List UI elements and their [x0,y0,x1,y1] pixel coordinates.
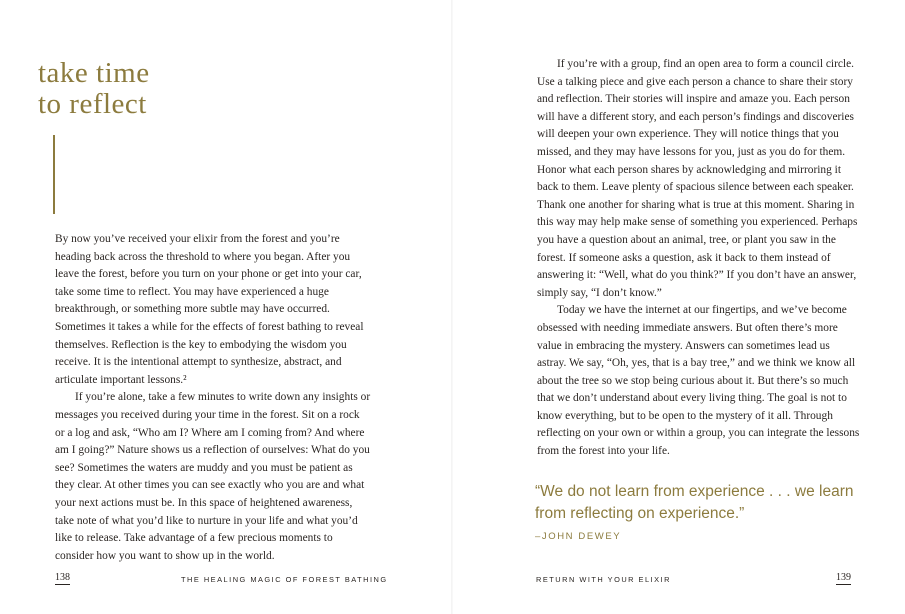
title-line-1: take time [38,57,150,89]
paragraph: If you’re alone, take a few minutes to write down any insights or messages you received during your time in the forest. Sit on a rock or a log and ask, “Who am I? Where am I coming from? And where am I going?” Nature shows us a reflection of ourselves: What do you see? Sometimes the waters are muddy and you must be patient as they clear. At other times you can see exactly who you are and what your next actions must be. In this space of heightened awareness, take note of what you’d like to nurture in your life and what you’d like to release. Take advantage of a few precious moments to consider how you want to show up in the world. [55,391,371,562]
running-head-left: THE HEALING MAGIC OF FOREST BATHING [181,575,388,584]
left-body-text [55,231,371,565]
quote-attribution: –JOHN DEWEY [535,531,622,542]
chapter-title [38,58,150,120]
left-page [0,0,452,614]
pull-quote: “We do not learn from experience . . . we learn from reflecting on experience.” [535,483,854,522]
page-number-left: 138 [55,572,70,583]
right-page [452,0,905,614]
title-vertical-rule [53,135,55,214]
page-number-right: 139 [836,572,851,583]
paragraph: By now you’ve received your elixir from the forest and you’re heading back across the threshold to where you began. After you leave the forest, before you turn on your phone or get into your car, take some time to reflect. You may have experienced a huge breakthrough, or something more subtle may have occurred. Sometimes it takes a while for the effects of forest bathing to reveal themselves. Reflection is the key to embodying the wisdom you receive. It is the intentional attempt to synthesize, abstract, and articulate important lessons.² [55,233,364,386]
title-line-2: to reflect [38,88,147,120]
paragraph: Today we have the internet at our fingertips, and we’ve become obsessed with needing immediate answers. But often there’s more value in embracing the mystery. Answers can sometimes lead us astray. We say, “Oh, yes, that is a bay tree,” and we think we know all about the tree so we stop being curious about it. But there’s so much that we don’t understand about every living thing. The goal is not to know everything, but to be open to the mystery of it all. Through reflecting on your own or within a group, you can integrate the lessons from the forest into your life. [537,304,860,458]
right-body-text [537,56,860,461]
running-head-right: RETURN WITH YOUR ELIXIR [536,575,671,584]
paragraph: If you’re with a group, find an open area to form a council circle. Use a talking piece and give each person a chance to share their story and reflection. Their stories will inspire and amaze you. Each person will have a different story, and each person’s findings and discoveries will deepen your own experience. They will notice things that you missed, and they may have lessons for you, just as you do for them. Honor what each person shares by acknowledging and mirroring it back to them. Leave plenty of spacious silence between each speaker. Thank one another for sharing what is true at this moment. Sharing in this way may help make sense of something you experienced. Perhaps you have a question about an animal, tree, or plant you saw in the forest. If someone asks a question, ask it back to them instead of answering it: “Well, what do you think?” If you don’t have an answer, simply say, “I don’t know.” [537,58,858,299]
